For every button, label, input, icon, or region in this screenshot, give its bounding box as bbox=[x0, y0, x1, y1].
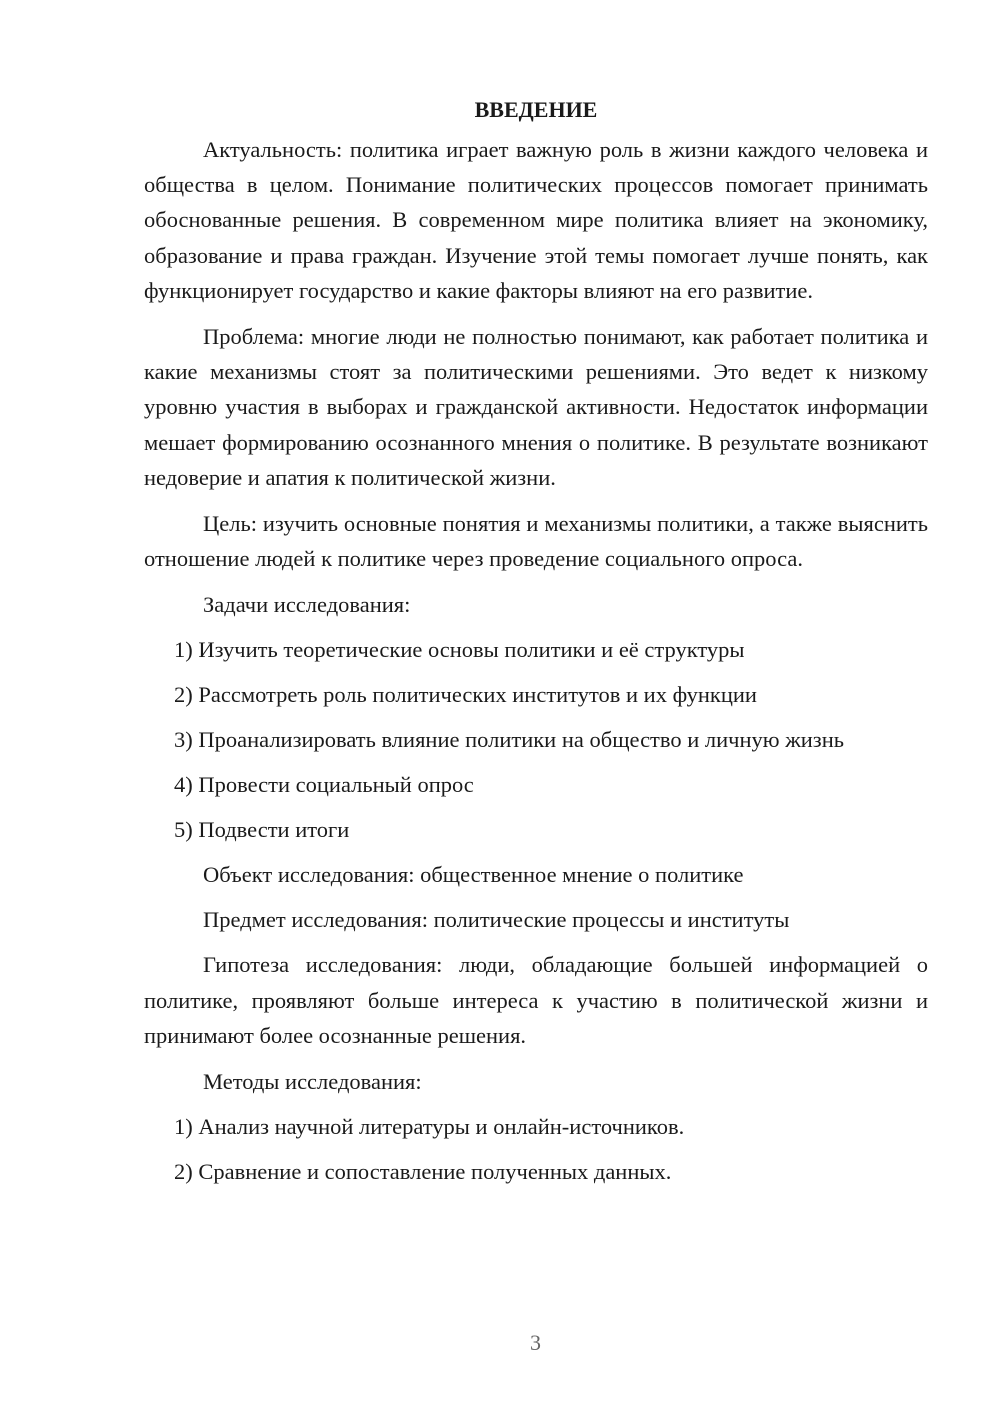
task-item-1: 1) Изучить теоретические основы политики и её структуры bbox=[174, 637, 745, 663]
document-page bbox=[144, 92, 928, 1199]
research-subject: Предмет исследования: политические процессы и институты bbox=[203, 907, 790, 933]
problem-paragraph: Проблема: многие люди не полностью понимают, как работает политика и какие механизмы стоят за политическими решениями. Это ведет к низкому уровню участия в выборах и гражданской активности. Недостаток информации мешает формированию осознанного мнения о политике. В результате возникают недоверие и апатия к политической жизни. bbox=[144, 324, 928, 490]
methods-title: Методы исследования: bbox=[203, 1069, 422, 1095]
goal-paragraph: Цель: изучить основные понятия и механизмы политики, а также выяснить отношение людей к политике через проведение социального опроса. bbox=[144, 511, 928, 572]
task-item-5: 5) Подвести итоги bbox=[174, 817, 350, 843]
page-number: 3 bbox=[530, 1330, 541, 1355]
relevance-paragraph: Актуальность: политика играет важную роль в жизни каждого человека и общества в целом. Понимание политических процессов помогает принимать обоснованные решения. В современном мире политика влияет на экономику, образование и права граждан. Изучение этой темы помогает лучше понять, как функционирует государство и какие факторы влияют на его развитие. bbox=[144, 137, 928, 303]
section-heading: ВВЕДЕНИЕ bbox=[474, 97, 598, 122]
tasks-title: Задачи исследования: bbox=[203, 592, 411, 618]
method-item-1: 1) Анализ научной литературы и онлайн-источников. bbox=[174, 1114, 685, 1140]
task-item-3: 3) Проанализировать влияние политики на общество и личную жизнь bbox=[174, 727, 844, 753]
task-item-4: 4) Провести социальный опрос bbox=[174, 772, 474, 798]
method-item-2: 2) Сравнение и сопоставление полученных данных. bbox=[174, 1159, 672, 1185]
task-item-2: 2) Рассмотреть роль политических институтов и их функции bbox=[174, 682, 757, 708]
research-object: Объект исследования: общественное мнение о политике bbox=[203, 862, 744, 888]
hypothesis-paragraph: Гипотеза исследования: люди, обладающие большей информацией о политике, проявляют больше интереса к участию в политической жизни и принимают более осознанные решения. bbox=[144, 952, 928, 1048]
